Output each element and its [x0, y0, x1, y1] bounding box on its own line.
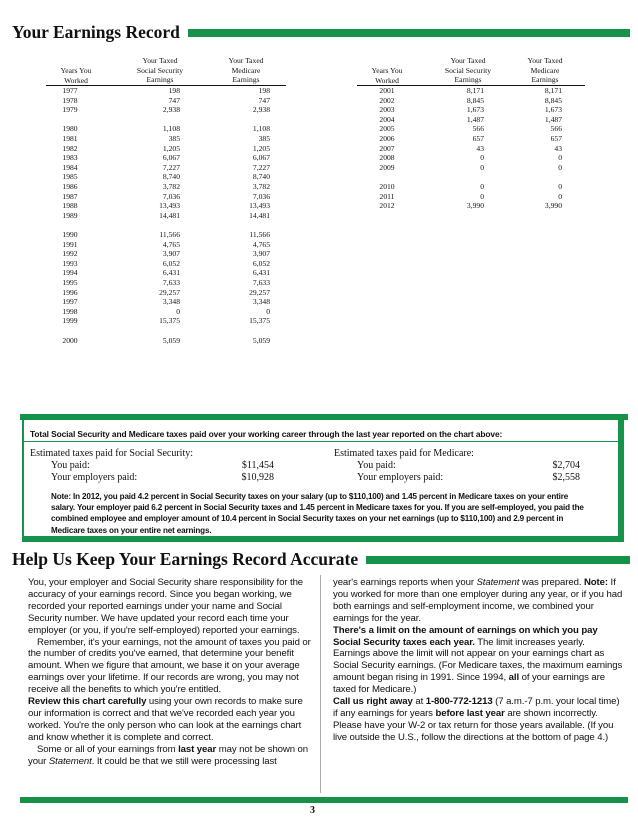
cell-medicare-earnings: 13,493: [249, 201, 270, 211]
totals-title: Total Social Security and Medicare taxes paid over your working career through the last year reported on the chart above:: [30, 429, 503, 439]
cell-year: 2006: [379, 134, 395, 143]
paragraph-responsibility: You, your employer and Social Security share responsibility for the accuracy of your earnings record. Since you began working, we recorded your reported earnings under your name and Social Security number. We have updated your record each time your employer (or you, if you're self-employed) reported your earnings.: [28, 577, 304, 636]
text-run: are shown incorrectly. Please have your W-2 or tax return for those years available. (If you live outside the U.S., follow the directions at the bottom of page 4.): [333, 707, 614, 743]
cell-medicare-earnings: 0: [266, 306, 270, 316]
heading-rule: [366, 556, 630, 564]
cell-ss-earnings: 3,990: [466, 201, 484, 211]
header-line: Earnings: [454, 75, 482, 84]
text-run: was prepared.: [519, 577, 584, 588]
left-column: [28, 577, 312, 768]
cell-year: 2004: [379, 114, 395, 124]
cell-ss-earnings: 8,171: [466, 86, 484, 95]
text-run-bold: before last year: [435, 707, 505, 719]
header-line: Social Security: [444, 65, 492, 75]
text-run-bold: Note:: [583, 577, 608, 588]
ss-you-label: You paid:: [51, 460, 90, 471]
text-run: The limit increases yearly. Earnings above the limit will not appear on your earnings chart as Social Security earnings. (For Medicare taxes, the maximum earnings amount began rising in 1991. Since 1994,: [333, 636, 623, 684]
cell-year: 2000: [62, 335, 78, 345]
cell-medicare-earnings: 3,990: [544, 201, 562, 211]
cell-year: 1992: [62, 249, 78, 259]
cell-medicare-earnings: 3,907: [252, 249, 270, 259]
cell-medicare-earnings: 657: [550, 134, 562, 143]
med-employer-label: Your employers paid:: [357, 472, 444, 483]
cell-ss-earnings: 2,938: [162, 105, 180, 115]
cell-medicare-earnings: 7,227: [252, 162, 270, 172]
cell-year: 2001: [379, 86, 395, 95]
cell-ss-earnings: 1,205: [162, 143, 180, 153]
text-run: at: [412, 696, 426, 708]
cell-medicare-earnings: 0: [558, 162, 562, 172]
header-med-right: [505, 56, 585, 85]
cell-medicare-earnings: 0: [558, 182, 562, 191]
header-line: Your Taxed: [228, 56, 264, 65]
header-line: Your Taxed: [527, 56, 563, 65]
cell-ss-earnings: 5,059: [162, 335, 180, 345]
cell-year: 2003: [379, 105, 395, 115]
cell-year: 2008: [379, 153, 395, 163]
text-run: (7 a.m.-7 p.m. your local time) if any earnings for years: [333, 696, 620, 719]
cell-year: 1991: [62, 239, 78, 249]
cell-year: 2005: [379, 124, 395, 134]
text-run: year's earnings reports when your: [333, 577, 477, 588]
header-ss-left: [120, 56, 200, 85]
footer-bar: [20, 797, 628, 803]
text-run: . It could be that we still were processing last: [91, 755, 277, 767]
cell-medicare-earnings: 8,845: [544, 95, 562, 105]
earnings-record-heading: [12, 22, 630, 43]
cell-ss-earnings: 566: [472, 124, 484, 134]
paragraph-processing: [333, 577, 623, 625]
review-rest: using your own records to make sure our information is correct and that we've recorded each year you worked. You're the only person who can look at the earnings chart and know whether it is complete and correct.: [28, 696, 303, 743]
cell-medicare-earnings: 7,633: [252, 278, 270, 287]
header-line: Social Security: [136, 65, 184, 75]
cell-medicare-earnings: 29,257: [249, 287, 270, 297]
cell-medicare-earnings: 3,348: [252, 297, 270, 307]
cell-year: 1996: [62, 287, 78, 297]
med-you-label: You paid:: [357, 460, 396, 471]
cell-medicare-earnings: 566: [550, 124, 562, 134]
cell-medicare-earnings: 1,487: [544, 114, 562, 124]
cell-ss-earnings: 385: [168, 134, 180, 143]
text-run: If you worked for more than one employer during any year, or if you had both earnings and self-employment income, we combined your earnings for the year.: [333, 577, 623, 624]
cell-ss-earnings: 0: [480, 153, 484, 163]
cell-ss-earnings: 15,375: [159, 316, 180, 326]
cell-medicare-earnings: 8,171: [544, 86, 562, 95]
cell-ss-earnings: 7,227: [162, 162, 180, 172]
totals-separator: [22, 441, 624, 442]
ss-estimate-label: Estimated taxes paid for Social Security:: [30, 448, 194, 459]
header-line: Your Taxed: [450, 56, 486, 65]
tax-note: Note: In 2012, you paid 4.2 percent in Social Security taxes on your salary (up to $110,100) and 1.45 percent in Medicare taxes on your entire salary. Your employer paid 6.2 percent in Social Security taxes and 1.45 percent in Medicare taxes for you. If you are self-employed, you paid the combined employee and employer amount of 10.4 percent in Social Security taxes on your net earnings (up to $110,100) and 2.9 percent in Medicare taxes on your entire net earnings.: [51, 492, 584, 535]
paragraph-remember: Remember, it's your earnings, not the amount of taxes you paid or the number of credits you've earned, that determine your benefit amount. When we figure that amount, we base it on your average earnings over your lifetime. If our records are wrong, you may not receive all the benefits to which you're entitled.: [28, 636, 311, 696]
cell-medicare-earnings: 4,765: [252, 239, 270, 249]
cell-year: 1977: [62, 86, 78, 95]
cell-year: 1984: [62, 162, 78, 172]
header-line: Worked: [375, 75, 399, 85]
column-divider: [320, 575, 321, 793]
cell-ss-earnings: 198: [168, 86, 180, 95]
cell-year: 1986: [62, 182, 78, 191]
cell-medicare-earnings: 15,375: [249, 316, 270, 326]
cell-ss-earnings: 6,052: [162, 258, 180, 268]
header-line: Medicare: [231, 65, 261, 75]
cell-medicare-earnings: 6,052: [252, 258, 270, 268]
cell-year: 1999: [62, 316, 78, 326]
header-years-right: [357, 66, 417, 85]
paragraph-last-year: [28, 744, 312, 768]
header-line: Earnings: [232, 75, 260, 84]
cell-ss-earnings: 11,566: [159, 230, 180, 239]
ss-you-value: $11,454: [241, 460, 274, 471]
header-line: Years You: [371, 66, 403, 75]
cell-year: 2012: [379, 201, 395, 211]
cell-year: 1994: [62, 268, 78, 278]
text-run-bold: all: [508, 672, 520, 684]
paragraph-review: [28, 696, 312, 744]
cell-ss-earnings: 1,108: [162, 124, 180, 134]
text-run-italic: Statement: [476, 577, 520, 588]
page-number: 3: [310, 805, 315, 816]
cell-ss-earnings: 29,257: [159, 287, 180, 297]
cell-medicare-earnings: 3,782: [252, 182, 270, 191]
cell-ss-earnings: 14,481: [159, 210, 180, 220]
ss-employer-label: Your employers paid:: [51, 472, 138, 483]
text-run-bold: Call us right away: [333, 696, 413, 708]
cell-year: 1979: [62, 105, 78, 115]
header-line: Years You: [60, 66, 92, 75]
cell-year: 1993: [62, 258, 78, 268]
cell-ss-earnings: 0: [480, 182, 484, 191]
cell-ss-earnings: 1,673: [466, 105, 484, 115]
header-med-left: [206, 56, 286, 85]
cell-ss-earnings: 0: [176, 306, 180, 316]
cell-year: 1985: [62, 172, 78, 182]
cell-medicare-earnings: 198: [258, 86, 270, 95]
cell-medicare-earnings: 8,740: [252, 172, 270, 182]
cell-ss-earnings: 0: [480, 162, 484, 172]
header-ss-right: [428, 56, 508, 85]
cell-year: 1983: [62, 153, 78, 163]
cell-ss-earnings: 6,431: [162, 268, 180, 278]
cell-year: 1987: [62, 191, 78, 201]
cell-medicare-earnings: 0: [558, 153, 562, 163]
text-run-italic: Statement: [48, 755, 92, 767]
cell-year: 2010: [379, 182, 395, 191]
header-line: Earnings: [146, 75, 174, 84]
cell-medicare-earnings: 7,036: [252, 191, 270, 201]
cell-ss-earnings: 3,782: [162, 182, 180, 191]
cell-ss-earnings: 0: [480, 191, 484, 201]
cell-year: 1995: [62, 278, 78, 287]
phone-number: 1-800-772-1213: [425, 696, 493, 708]
cell-year: 1989: [62, 210, 78, 220]
section-title: Help Us Keep Your Earnings Record Accurate: [12, 549, 359, 569]
cell-ss-earnings: 8,845: [466, 95, 484, 105]
header-line: Your Taxed: [142, 56, 178, 65]
cell-ss-earnings: 8,740: [162, 172, 180, 182]
cell-year: 1988: [62, 201, 78, 211]
heading-rule: [188, 29, 630, 37]
cell-ss-earnings: 7,633: [162, 278, 180, 287]
review-bold: Review this chart carefully: [28, 696, 147, 708]
cell-medicare-earnings: 1,673: [544, 105, 562, 115]
cell-ss-earnings: 3,348: [162, 297, 180, 307]
cell-ss-earnings: 13,493: [159, 201, 180, 211]
cell-year: 1997: [62, 297, 78, 307]
cell-ss-earnings: 6,067: [162, 153, 180, 163]
cell-year: 1998: [62, 306, 78, 316]
header-line: Worked: [64, 75, 88, 85]
cell-medicare-earnings: 1,205: [252, 143, 270, 153]
text-run: of your earnings are taxed for Medicare.): [333, 672, 605, 696]
cell-medicare-earnings: 6,067: [252, 153, 270, 163]
cell-medicare-earnings: 11,566: [249, 230, 270, 239]
cell-ss-earnings: 1,487: [466, 114, 484, 124]
cell-ss-earnings: 657: [472, 134, 484, 143]
med-employer-value: $2,558: [552, 472, 580, 483]
cell-ss-earnings: 747: [168, 95, 180, 105]
cell-medicare-earnings: 5,059: [252, 335, 270, 345]
cell-year: 2009: [379, 162, 395, 172]
cell-medicare-earnings: 385: [258, 134, 270, 143]
cell-ss-earnings: 4,765: [162, 239, 180, 249]
paragraph-call: [333, 696, 623, 744]
header-line: Earnings: [531, 75, 559, 84]
paragraph-limit: [333, 625, 623, 696]
cell-medicare-earnings: 43: [554, 143, 562, 153]
text-run-bold: last year: [178, 743, 217, 755]
cell-medicare-earnings: 6,431: [252, 268, 270, 278]
cell-medicare-earnings: 14,481: [249, 210, 270, 220]
med-you-value: $2,704: [552, 460, 580, 471]
cell-ss-earnings: 7,036: [162, 191, 180, 201]
text-run: may not be shown on your: [28, 743, 309, 767]
cell-year: 2011: [379, 191, 395, 201]
cell-medicare-earnings: 1,108: [252, 124, 270, 134]
cell-year: 2002: [379, 95, 395, 105]
cell-year: 2007: [379, 143, 395, 153]
ss-employer-value: $10,928: [241, 472, 274, 483]
cell-medicare-earnings: 0: [558, 191, 562, 201]
med-estimate-label: Estimated taxes paid for Medicare:: [334, 448, 474, 459]
cell-year: 1982: [62, 143, 78, 153]
page-title: Your Earnings Record: [12, 22, 180, 42]
text-run: Some or all of your earnings from: [37, 743, 179, 755]
cell-year: 1978: [62, 95, 78, 105]
cell-medicare-earnings: 747: [258, 95, 270, 105]
ss-estimate: [30, 448, 290, 460]
header-years-left: [46, 66, 106, 85]
header-line: Medicare: [530, 65, 560, 75]
accuracy-heading: [12, 549, 630, 570]
cell-ss-earnings: 3,907: [162, 249, 180, 259]
text-run-bold: There's a limit on the amount of earnings on which you pay Social Security taxes each year.: [333, 624, 598, 648]
right-column: [333, 577, 623, 744]
cell-year: 1990: [62, 230, 78, 239]
cell-year: 1980: [62, 124, 78, 134]
cell-ss-earnings: 43: [476, 143, 484, 153]
cell-medicare-earnings: 2,938: [252, 105, 270, 115]
cell-year: 1981: [62, 134, 78, 143]
